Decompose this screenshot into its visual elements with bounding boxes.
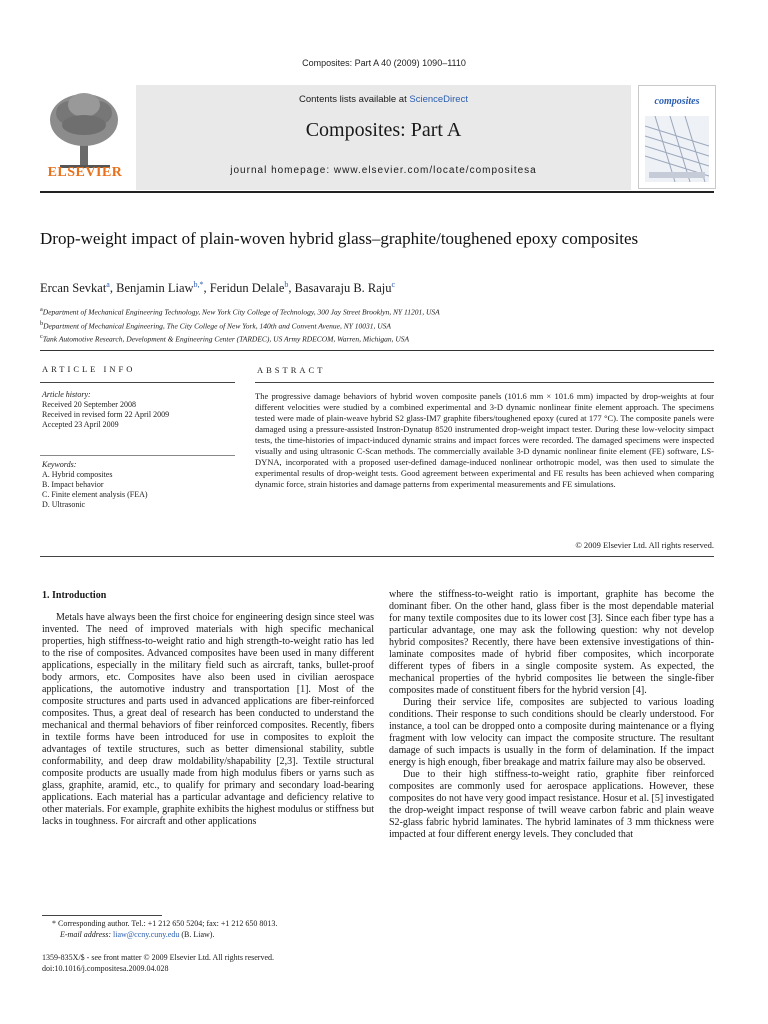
affiliation-line	[40, 331, 720, 345]
cover-title: composites	[654, 96, 700, 107]
article-info-heading: ARTICLE INFO	[42, 364, 136, 374]
affiliation-text: Tank Automotive Research, Development & Engineering Center (TARDEC), US Army RDECOM, Warren, Michigan, USA	[42, 334, 410, 344]
history-label: Article history:	[42, 390, 91, 399]
publication-info	[42, 952, 372, 974]
affiliation-line	[40, 304, 720, 318]
section-divider	[40, 350, 714, 351]
keyword-item: C. Finite element analysis (FEA)	[42, 490, 148, 499]
author-name: Feridun Delale	[209, 281, 285, 296]
author-affiliation-mark[interactable]: a	[106, 280, 110, 289]
journal-name: Composites: Part A	[305, 119, 462, 141]
history-item: Received 20 September 2008	[42, 400, 136, 409]
author-email-link[interactable]: liaw@ccny.cuny.edu	[113, 930, 180, 939]
affiliation-text: Department of Mechanical Engineering Technology, New York City College of Technology, 300 Jay Street Brooklyn, NY 11201, USA	[42, 307, 440, 317]
corresponding-author-note: * Corresponding author. Tel.: +1 212 650 5204; fax: +1 212 650 8013.	[52, 919, 278, 928]
keywords-label: Keywords:	[42, 460, 77, 469]
affiliation-line	[40, 318, 720, 332]
body-paragraph: Due to their high stiffness-to-weight ratio, graphite fiber reinforced composites are commonly used for aerospace applications. However, these composites do not have very good impact resistance. Hosur et al. [5] investigated the drop-weight impact response of twill weave carbon fabric and plain weave S2-glass fabric hybrid laminates. The hybrid laminates of 3 mm thickness were impacted at four different energy levels. They concluded that	[389, 769, 714, 840]
abstract-copyright: © 2009 Elsevier Ltd. All rights reserved.	[575, 540, 714, 550]
body-paragraph: where the stiffness-to-weight ratio is important, graphite has become the dominant fiber. On the other hand, glass fiber is the most dependable material for many textile composites due to its lower cost [3]. Since each fiber type has a particular advantage, one may ask the following question: why not develop hybrid composites? Recently, there have been extensive investigations of thin-laminate composites made of hybrid fiber composites, which incorporate different types of fibers in a single composite system. As expected, the mechanical properties of the hybrid composites lie between the single-fiber composites made of constituent fibers for the hybrid version [4].	[389, 589, 714, 696]
email-line	[60, 929, 372, 940]
footnote	[42, 918, 372, 940]
corresponding-author-text: Corresponding author. Tel.: +1 212 650 5204; fax: +1 212 650 8013.	[58, 919, 278, 928]
section-heading-introduction: 1. Introduction	[42, 590, 107, 601]
email-label: E-mail address:	[60, 930, 112, 939]
author-separator: ,	[288, 281, 295, 296]
author-affiliation-mark[interactable]: b	[284, 280, 289, 289]
cover-image-icon	[645, 116, 709, 182]
email-suffix: (B. Liaw).	[181, 930, 215, 939]
body-column-left	[42, 612, 374, 828]
footnote-rule	[42, 915, 162, 916]
affiliation-text: Department of Mechanical Engineering, The City College of New York, 140th and Convent Avenue, NY 10031, USA	[43, 321, 392, 330]
article-history	[42, 390, 237, 430]
keyword-item: D. Ultrasonic	[42, 500, 86, 509]
journal-citation: Composites: Part A 40 (2009) 1090–1110	[302, 58, 466, 68]
abstract-bottom-rule	[40, 556, 714, 557]
body-paragraph: Metals have always been the first choice for engineering design since steel was invented. The need of improved materials with high specific mechanical properties, high stiffness-to-weight ratio and high strength-to-weight ratio has led to the rise of composites. Advanced composites have been used in many different applications, especially in the military field such as aircraft, tanks, bullet-proof body armors, etc. Composites have also been used in civilian aerospace applications, the automotive industry and transportation [1]. Most of the composite structures and parts used in advanced applications are fiber-reinforced composites. Thus, a great deal of research has been conducted to understand the mechanical and thermal behaviors of fiber reinforced composites. Recently, fibers in textile forms have been introduced for use in composites to exploit the advantages of textile structures, such as better dimensional stability, subtle conformability, and deep draw moldability/shapability [2,3]. Textile structural composite products are usually made from high modulus fibers or yarns such as glass, graphite, aramid, etc., to qualify for primary and secondary load-bearing applications. Each material has a particular advantage and deficiency relative to other materials. For example, graphite exhibits the highest modulus or stiffness but lacks in toughness. For aircraft and other applications	[42, 612, 374, 827]
affiliation-mark: c	[40, 333, 43, 340]
author-affiliation-mark[interactable]: c	[391, 280, 396, 289]
elsevier-logo[interactable]	[40, 85, 130, 185]
author-separator: ,	[203, 281, 210, 296]
author-name: Ercan Sevkat	[40, 281, 107, 296]
author-affiliation-mark[interactable]: b,*	[193, 280, 204, 289]
abstract-rule	[255, 382, 714, 383]
affiliation-mark: b	[40, 319, 44, 327]
body-column-right	[389, 589, 714, 841]
author-name: Basavaraju B. Raju	[294, 281, 392, 296]
article-info-rule	[40, 382, 235, 383]
journal-cover-thumbnail[interactable]	[638, 85, 716, 189]
issn-line: 1359-835X/$ - see front matter © 2009 Elsevier Ltd. All rights reserved.	[42, 953, 275, 962]
article-title: Drop-weight impact of plain-woven hybrid glass–graphite/toughened epoxy composites	[40, 229, 639, 248]
keyword-item: B. Impact behavior	[42, 480, 104, 489]
affiliation-mark: a	[40, 306, 43, 313]
author-separator: ,	[109, 281, 117, 296]
elsevier-wordmark: ELSEVIER	[47, 165, 123, 180]
doi-line[interactable]: doi:10.1016/j.compositesa.2009.04.028	[42, 964, 169, 973]
contents-prefix: Contents lists available at	[299, 94, 410, 105]
keyword-item: A. Hybrid composites	[42, 470, 113, 479]
journal-homepage-link[interactable]: journal homepage: www.elsevier.com/locate/compositesa	[230, 165, 537, 176]
affiliations	[40, 304, 720, 345]
history-item: Accepted 23 April 2009	[42, 420, 119, 429]
abstract-heading: ABSTRACT	[257, 365, 326, 375]
history-item: Received in revised form 22 April 2009	[42, 410, 170, 419]
keywords	[42, 460, 237, 510]
contents-line	[136, 94, 631, 105]
sciencedirect-link[interactable]: ScienceDirect	[409, 94, 468, 105]
header-rule	[40, 191, 714, 193]
keywords-rule	[40, 455, 235, 456]
author-name: Benjamin Liaw	[116, 281, 194, 296]
body-paragraph: During their service life, composites are subjected to various loading conditions. Their response to such conditions should be clearly understood. For instance, a tool can be dropped onto a composite during maintenance or a flying fragment with low velocity can impact the composite structure. The resultant damage of such impacts is usually in the form of delamination. If the impact energy is high enough, fiber breakage and matrix failure may also be observed.	[389, 697, 714, 768]
author-list	[40, 280, 395, 296]
abstract-text: The progressive damage behaviors of hybrid woven composite panels (101.6 mm × 101.6 mm) impacted by drop-weights at four different velocities were studied by a combined experimental and 3-D dynamic nonlinear finite element approach. The specimens tested were made of plain-weave hybrid S2 glass-IM7 graphite fibers/toughened epoxy (cured at 177 °C). The composite panels were damaged using a pressure-assisted Instron-Dynatup 8520 instrumented drop-weight impact tester. During these low-velocity simpact tests, the time-histories of impact-induced dynamic strains and impact forces were recorded. The damaged specimens were inspected visually and using ultrasonic C-Scan methods. The commercially available 3-D dynamic nonlinear finite element (FE) software, LS-DYNA, incorporated with a proposed user-defined damage-induced nonlinear orthotropic model, was then used to simulate the experimental results of drop-weight tests. Good agreement between experimental and FE results has been achieved when comparing dynamic force, strain histories and damage patterns from experimental measurements and FE simulations.	[255, 391, 714, 489]
